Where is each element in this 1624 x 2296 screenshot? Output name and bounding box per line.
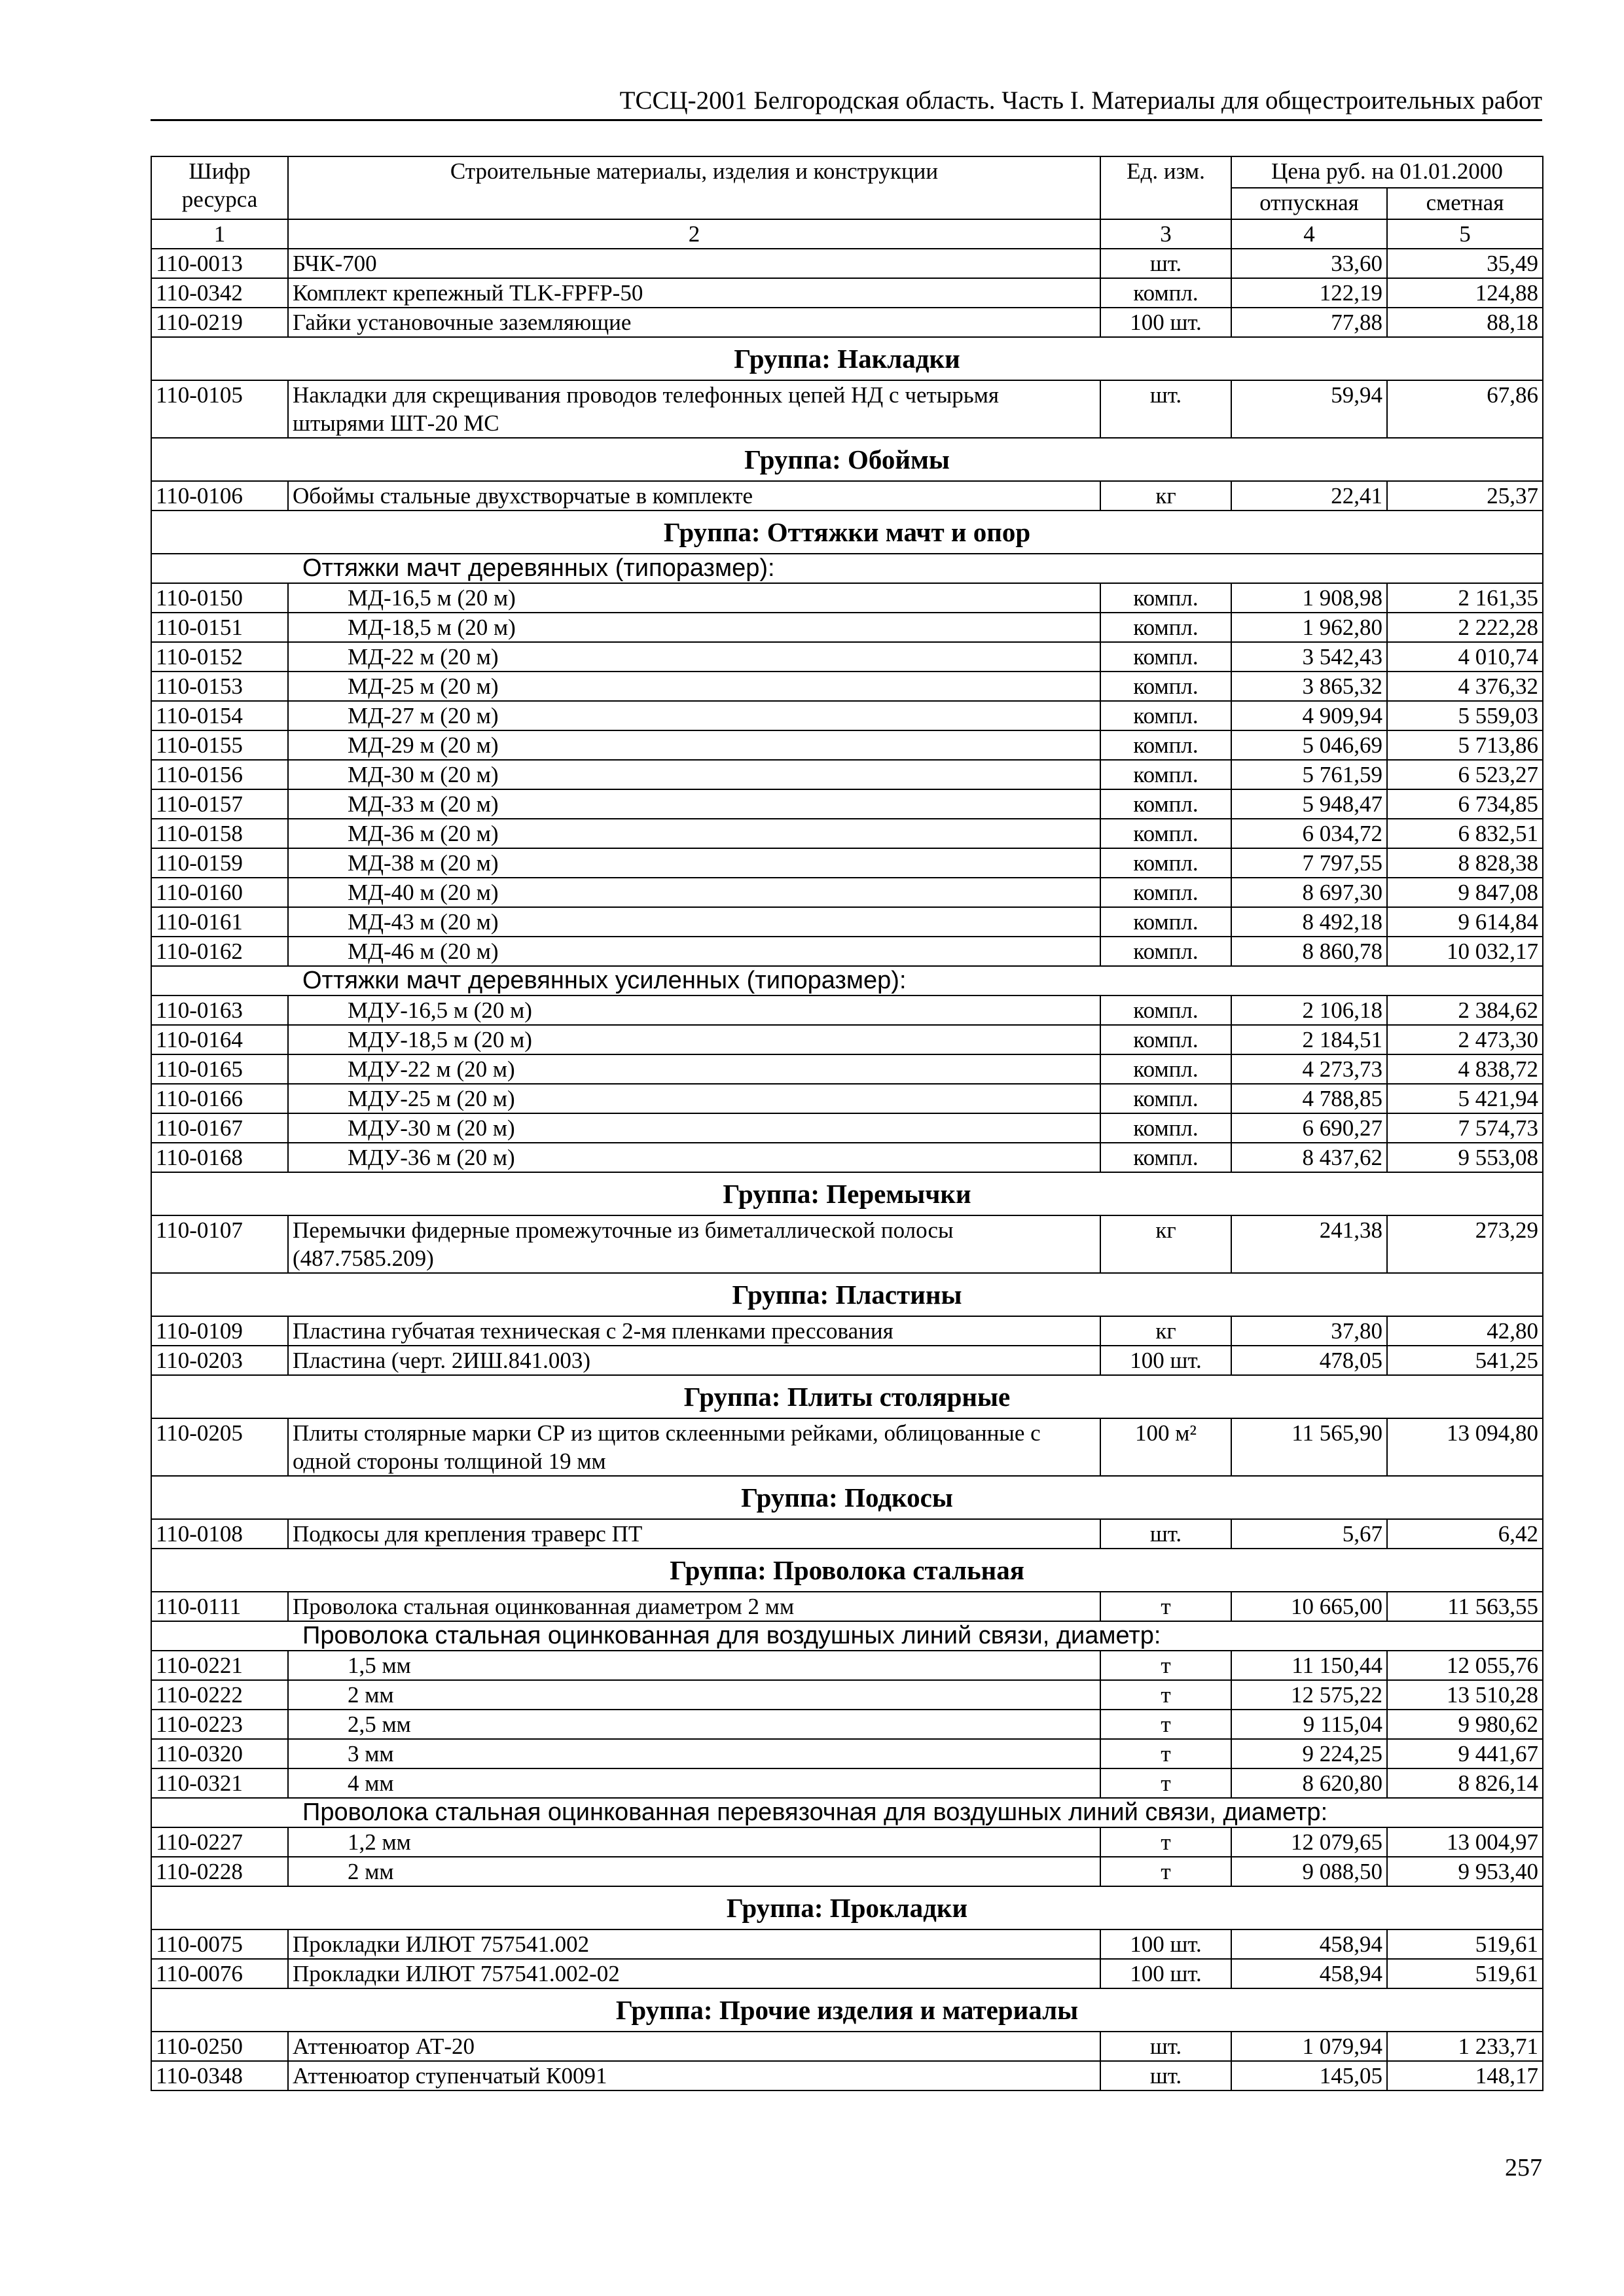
resource-code: 110-0160 xyxy=(151,878,288,907)
resource-code: 110-0165 xyxy=(151,1054,288,1084)
estimate-price: 273,29 xyxy=(1387,1215,1543,1273)
table-row xyxy=(151,907,1543,937)
table-row xyxy=(151,278,1543,308)
table-row xyxy=(151,878,1543,907)
table-row xyxy=(151,1739,1543,1768)
release-price: 8 620,80 xyxy=(1231,1768,1387,1798)
unit-of-measure: 100 шт. xyxy=(1100,1346,1231,1375)
table-row xyxy=(151,2061,1543,2090)
estimate-price: 5 421,94 xyxy=(1387,1084,1543,1113)
unit-of-measure: компл. xyxy=(1100,642,1231,672)
material-name: МД-33 м (20 м) xyxy=(288,789,1100,819)
estimate-price: 6 832,51 xyxy=(1387,819,1543,848)
estimate-price: 124,88 xyxy=(1387,278,1543,308)
table-row xyxy=(151,1316,1543,1346)
estimate-price: 8 828,38 xyxy=(1387,848,1543,878)
table-row xyxy=(151,1084,1543,1113)
table-row xyxy=(151,789,1543,819)
group-header-row xyxy=(151,1375,1543,1418)
subgroup-title: Проволока стальная оцинкованная для воздушных линий связи, диаметр: xyxy=(151,1621,1543,1651)
release-price: 5,67 xyxy=(1231,1519,1387,1549)
resource-code: 110-0013 xyxy=(151,249,288,278)
release-price: 1 962,80 xyxy=(1231,613,1387,642)
estimate-price: 88,18 xyxy=(1387,308,1543,337)
table-row xyxy=(151,672,1543,701)
table-row xyxy=(151,613,1543,642)
resource-code: 110-0161 xyxy=(151,907,288,937)
group-title: Группа: Пластины xyxy=(151,1273,1543,1316)
release-price: 9 224,25 xyxy=(1231,1739,1387,1768)
estimate-price: 148,17 xyxy=(1387,2061,1543,2090)
group-header-row xyxy=(151,1273,1543,1316)
unit-of-measure: компл. xyxy=(1100,907,1231,937)
table-row xyxy=(151,583,1543,613)
estimate-price: 42,80 xyxy=(1387,1316,1543,1346)
header-code: Шифр ресурса xyxy=(151,156,288,219)
material-name: МДУ-25 м (20 м) xyxy=(288,1084,1100,1113)
estimate-price: 12 055,76 xyxy=(1387,1651,1543,1680)
resource-code: 110-0159 xyxy=(151,848,288,878)
estimate-price: 9 847,08 xyxy=(1387,878,1543,907)
unit-of-measure: шт. xyxy=(1100,249,1231,278)
release-price: 4 273,73 xyxy=(1231,1054,1387,1084)
release-price: 11 565,90 xyxy=(1231,1418,1387,1476)
material-name: МД-36 м (20 м) xyxy=(288,819,1100,848)
estimate-price: 4 010,74 xyxy=(1387,642,1543,672)
group-title: Группа: Прочие изделия и материалы xyxy=(151,1988,1543,2032)
release-price: 9 115,04 xyxy=(1231,1710,1387,1739)
table-row xyxy=(151,937,1543,966)
resource-code: 110-0223 xyxy=(151,1710,288,1739)
unit-of-measure: 100 шт. xyxy=(1100,1929,1231,1959)
resource-code: 110-0321 xyxy=(151,1768,288,1798)
estimate-price: 9 980,62 xyxy=(1387,1710,1543,1739)
resource-code: 110-0111 xyxy=(151,1592,288,1621)
unit-of-measure: компл. xyxy=(1100,730,1231,760)
estimate-price: 2 161,35 xyxy=(1387,583,1543,613)
estimate-price: 4 838,72 xyxy=(1387,1054,1543,1084)
material-name: Перемычки фидерные промежуточные из биметаллической полосы (487.7585.209) xyxy=(288,1215,1100,1273)
estimate-price: 9 614,84 xyxy=(1387,907,1543,937)
material-name: МД-27 м (20 м) xyxy=(288,701,1100,730)
material-name: Подкосы для крепления траверс ПТ xyxy=(288,1519,1100,1549)
release-price: 1 079,94 xyxy=(1231,2032,1387,2061)
header-release-price: отпускная xyxy=(1231,188,1387,219)
unit-of-measure: кг xyxy=(1100,1215,1231,1273)
unit-of-measure: шт. xyxy=(1100,380,1231,438)
unit-of-measure: компл. xyxy=(1100,1113,1231,1143)
resource-code: 110-0166 xyxy=(151,1084,288,1113)
release-price: 3 542,43 xyxy=(1231,642,1387,672)
table-row xyxy=(151,1346,1543,1375)
release-price: 8 492,18 xyxy=(1231,907,1387,937)
table-row xyxy=(151,1768,1543,1798)
estimate-price: 1 233,71 xyxy=(1387,2032,1543,2061)
estimate-price: 2 384,62 xyxy=(1387,996,1543,1025)
unit-of-measure: компл. xyxy=(1100,760,1231,789)
resource-code: 110-0105 xyxy=(151,380,288,438)
estimate-price: 9 441,67 xyxy=(1387,1739,1543,1768)
release-price: 37,80 xyxy=(1231,1316,1387,1346)
group-title: Группа: Перемычки xyxy=(151,1172,1543,1215)
table-row xyxy=(151,2032,1543,2061)
estimate-price: 519,61 xyxy=(1387,1929,1543,1959)
material-name: 2 мм xyxy=(288,1857,1100,1886)
unit-of-measure: компл. xyxy=(1100,1054,1231,1084)
subgroup-title: Оттяжки мачт деревянных усиленных (типоразмер): xyxy=(151,966,1543,996)
resource-code: 110-0152 xyxy=(151,642,288,672)
resource-code: 110-0222 xyxy=(151,1680,288,1710)
material-name: МД-22 м (20 м) xyxy=(288,642,1100,672)
subgroup-row xyxy=(151,1621,1543,1651)
release-price: 59,94 xyxy=(1231,380,1387,438)
group-title: Группа: Накладки xyxy=(151,337,1543,380)
release-price: 458,94 xyxy=(1231,1959,1387,1988)
material-name: Плиты столярные марки СР из щитов склеенными рейками, облицованные с одной стороны толщиной 19 мм xyxy=(288,1418,1100,1476)
release-price: 5 761,59 xyxy=(1231,760,1387,789)
release-price: 12 575,22 xyxy=(1231,1680,1387,1710)
unit-of-measure: шт. xyxy=(1100,2061,1231,2090)
material-name: 4 мм xyxy=(288,1768,1100,1798)
unit-of-measure: кг xyxy=(1100,481,1231,511)
resource-code: 110-0150 xyxy=(151,583,288,613)
material-name: Аттенюатор ступенчатый К0091 xyxy=(288,2061,1100,2090)
unit-of-measure: компл. xyxy=(1100,613,1231,642)
release-price: 5 046,69 xyxy=(1231,730,1387,760)
subgroup-title: Проволока стальная оцинкованная перевязочная для воздушных линий связи, диаметр: xyxy=(151,1798,1543,1827)
group-header-row xyxy=(151,438,1543,481)
column-number: 1 xyxy=(151,219,288,249)
material-name: МД-25 м (20 м) xyxy=(288,672,1100,701)
subgroup-row xyxy=(151,554,1543,583)
column-number: 3 xyxy=(1100,219,1231,249)
estimate-price: 7 574,73 xyxy=(1387,1113,1543,1143)
material-name: 1,2 мм xyxy=(288,1827,1100,1857)
resource-code: 110-0203 xyxy=(151,1346,288,1375)
material-name: 2,5 мм xyxy=(288,1710,1100,1739)
table-row xyxy=(151,848,1543,878)
estimate-price: 4 376,32 xyxy=(1387,672,1543,701)
unit-of-measure: шт. xyxy=(1100,2032,1231,2061)
material-name: МД-38 м (20 м) xyxy=(288,848,1100,878)
material-name: Пластина губчатая техническая с 2-мя пленками прессования xyxy=(288,1316,1100,1346)
group-header-row xyxy=(151,511,1543,554)
table-row xyxy=(151,1959,1543,1988)
unit-of-measure: т xyxy=(1100,1827,1231,1857)
table-row xyxy=(151,1929,1543,1959)
resource-code: 110-0167 xyxy=(151,1113,288,1143)
column-number: 2 xyxy=(288,219,1100,249)
estimate-price: 6,42 xyxy=(1387,1519,1543,1549)
resource-code: 110-0153 xyxy=(151,672,288,701)
material-name: МД-40 м (20 м) xyxy=(288,878,1100,907)
material-name: Комплект крепежный TLK-FPFP-50 xyxy=(288,278,1100,308)
material-name: 3 мм xyxy=(288,1739,1100,1768)
table-row xyxy=(151,481,1543,511)
resource-code: 110-0075 xyxy=(151,1929,288,1959)
resource-code: 110-0108 xyxy=(151,1519,288,1549)
table-body xyxy=(151,249,1543,2090)
group-title: Группа: Оттяжки мачт и опор xyxy=(151,511,1543,554)
material-name: Обоймы стальные двухстворчатые в комплекте xyxy=(288,481,1100,511)
subgroup-row xyxy=(151,966,1543,996)
release-price: 77,88 xyxy=(1231,308,1387,337)
unit-of-measure: шт. xyxy=(1100,1519,1231,1549)
table-row xyxy=(151,760,1543,789)
release-price: 9 088,50 xyxy=(1231,1857,1387,1886)
estimate-price: 519,61 xyxy=(1387,1959,1543,1988)
unit-of-measure: т xyxy=(1100,1680,1231,1710)
header-price: Цена руб. на 01.01.2000 xyxy=(1231,156,1543,188)
table-row xyxy=(151,1827,1543,1857)
release-price: 145,05 xyxy=(1231,2061,1387,2090)
resource-code: 110-0221 xyxy=(151,1651,288,1680)
release-price: 11 150,44 xyxy=(1231,1651,1387,1680)
table-row xyxy=(151,1054,1543,1084)
material-name: МД-29 м (20 м) xyxy=(288,730,1100,760)
resource-code: 110-0164 xyxy=(151,1025,288,1054)
unit-of-measure: компл. xyxy=(1100,937,1231,966)
unit-of-measure: компл. xyxy=(1100,789,1231,819)
material-name: 2 мм xyxy=(288,1680,1100,1710)
material-name: Аттенюатор АТ-20 xyxy=(288,2032,1100,2061)
material-name: МД-18,5 м (20 м) xyxy=(288,613,1100,642)
table-row xyxy=(151,1519,1543,1549)
unit-of-measure: компл. xyxy=(1100,1143,1231,1172)
estimate-price: 13 004,97 xyxy=(1387,1827,1543,1857)
estimate-price: 11 563,55 xyxy=(1387,1592,1543,1621)
material-name: МД-43 м (20 м) xyxy=(288,907,1100,937)
table-row xyxy=(151,1651,1543,1680)
unit-of-measure: 100 м² xyxy=(1100,1418,1231,1476)
page-number: 257 xyxy=(1505,2154,1542,2181)
table-row xyxy=(151,1857,1543,1886)
subgroup-title: Оттяжки мачт деревянных (типоразмер): xyxy=(151,554,1543,583)
resource-code: 110-0163 xyxy=(151,996,288,1025)
unit-of-measure: 100 шт. xyxy=(1100,308,1231,337)
unit-of-measure: компл. xyxy=(1100,278,1231,308)
table-row xyxy=(151,819,1543,848)
estimate-price: 5 559,03 xyxy=(1387,701,1543,730)
resource-code: 110-0219 xyxy=(151,308,288,337)
table-row xyxy=(151,249,1543,278)
resource-code: 110-0342 xyxy=(151,278,288,308)
release-price: 241,38 xyxy=(1231,1215,1387,1273)
group-title: Группа: Проволока стальная xyxy=(151,1549,1543,1592)
unit-of-measure: компл. xyxy=(1100,1084,1231,1113)
material-name: МДУ-30 м (20 м) xyxy=(288,1113,1100,1143)
unit-of-measure: т xyxy=(1100,1857,1231,1886)
material-name: МД-30 м (20 м) xyxy=(288,760,1100,789)
table-row xyxy=(151,308,1543,337)
material-name: Прокладки ИЛЮТ 757541.002-02 xyxy=(288,1959,1100,1988)
material-name: Гайки установочные заземляющие xyxy=(288,308,1100,337)
release-price: 1 908,98 xyxy=(1231,583,1387,613)
material-name: МД-46 м (20 м) xyxy=(288,937,1100,966)
release-price: 478,05 xyxy=(1231,1346,1387,1375)
resource-code: 110-0250 xyxy=(151,2032,288,2061)
unit-of-measure: компл. xyxy=(1100,848,1231,878)
group-header-row xyxy=(151,337,1543,380)
table-row xyxy=(151,1215,1543,1273)
material-name: Пластина (черт. 2ИШ.841.003) xyxy=(288,1346,1100,1375)
group-header-row xyxy=(151,1886,1543,1929)
unit-of-measure: компл. xyxy=(1100,583,1231,613)
unit-of-measure: т xyxy=(1100,1651,1231,1680)
release-price: 7 797,55 xyxy=(1231,848,1387,878)
material-name: Прокладки ИЛЮТ 757541.002 xyxy=(288,1929,1100,1959)
group-header-row xyxy=(151,1172,1543,1215)
table-row xyxy=(151,1418,1543,1476)
resource-code: 110-0107 xyxy=(151,1215,288,1273)
header-estimate-price: сметная xyxy=(1387,188,1543,219)
resource-code: 110-0157 xyxy=(151,789,288,819)
table-row xyxy=(151,730,1543,760)
material-name: МД-16,5 м (20 м) xyxy=(288,583,1100,613)
release-price: 6 690,27 xyxy=(1231,1113,1387,1143)
group-title: Группа: Плиты столярные xyxy=(151,1375,1543,1418)
resource-code: 110-0155 xyxy=(151,730,288,760)
table-row xyxy=(151,642,1543,672)
unit-of-measure: компл. xyxy=(1100,701,1231,730)
group-title: Группа: Прокладки xyxy=(151,1886,1543,1929)
group-title: Группа: Подкосы xyxy=(151,1476,1543,1519)
estimate-price: 25,37 xyxy=(1387,481,1543,511)
page-header: ТССЦ-2001 Белгородская область. Часть I. Материалы для общестроительных работ xyxy=(151,85,1542,121)
release-price: 4 909,94 xyxy=(1231,701,1387,730)
group-header-row xyxy=(151,1988,1543,2032)
estimate-price: 541,25 xyxy=(1387,1346,1543,1375)
subgroup-row xyxy=(151,1798,1543,1827)
group-header-row xyxy=(151,1476,1543,1519)
table-row xyxy=(151,1680,1543,1710)
table-row xyxy=(151,380,1543,438)
estimate-price: 10 032,17 xyxy=(1387,937,1543,966)
table-row xyxy=(151,996,1543,1025)
release-price: 2 106,18 xyxy=(1231,996,1387,1025)
material-name: БЧК-700 xyxy=(288,249,1100,278)
estimate-price: 9 953,40 xyxy=(1387,1857,1543,1886)
release-price: 10 665,00 xyxy=(1231,1592,1387,1621)
material-name: 1,5 мм xyxy=(288,1651,1100,1680)
estimate-price: 6 523,27 xyxy=(1387,760,1543,789)
release-price: 33,60 xyxy=(1231,249,1387,278)
table-row xyxy=(151,1592,1543,1621)
header-name: Строительные материалы, изделия и конструкции xyxy=(288,156,1100,219)
estimate-price: 2 473,30 xyxy=(1387,1025,1543,1054)
release-price: 5 948,47 xyxy=(1231,789,1387,819)
material-name: Проволока стальная оцинкованная диаметром 2 мм xyxy=(288,1592,1100,1621)
table-row xyxy=(151,1113,1543,1143)
material-name: МДУ-16,5 м (20 м) xyxy=(288,996,1100,1025)
material-name: МДУ-36 м (20 м) xyxy=(288,1143,1100,1172)
table-row xyxy=(151,1143,1543,1172)
unit-of-measure: компл. xyxy=(1100,878,1231,907)
estimate-price: 2 222,28 xyxy=(1387,613,1543,642)
estimate-price: 35,49 xyxy=(1387,249,1543,278)
release-price: 8 860,78 xyxy=(1231,937,1387,966)
release-price: 8 697,30 xyxy=(1231,878,1387,907)
estimate-price: 8 826,14 xyxy=(1387,1768,1543,1798)
header-unit: Ед. изм. xyxy=(1100,156,1231,219)
resource-code: 110-0154 xyxy=(151,701,288,730)
price-table xyxy=(151,156,1543,2091)
table-row xyxy=(151,1710,1543,1739)
table-row xyxy=(151,701,1543,730)
material-name: МДУ-22 м (20 м) xyxy=(288,1054,1100,1084)
release-price: 122,19 xyxy=(1231,278,1387,308)
release-price: 3 865,32 xyxy=(1231,672,1387,701)
resource-code: 110-0076 xyxy=(151,1959,288,1988)
resource-code: 110-0156 xyxy=(151,760,288,789)
estimate-price: 9 553,08 xyxy=(1387,1143,1543,1172)
estimate-price: 6 734,85 xyxy=(1387,789,1543,819)
release-price: 2 184,51 xyxy=(1231,1025,1387,1054)
resource-code: 110-0168 xyxy=(151,1143,288,1172)
release-price: 8 437,62 xyxy=(1231,1143,1387,1172)
unit-of-measure: компл. xyxy=(1100,996,1231,1025)
release-price: 6 034,72 xyxy=(1231,819,1387,848)
unit-of-measure: компл. xyxy=(1100,672,1231,701)
resource-code: 110-0106 xyxy=(151,481,288,511)
resource-code: 110-0227 xyxy=(151,1827,288,1857)
release-price: 12 079,65 xyxy=(1231,1827,1387,1857)
resource-code: 110-0158 xyxy=(151,819,288,848)
resource-code: 110-0151 xyxy=(151,613,288,642)
column-number: 4 xyxy=(1231,219,1387,249)
resource-code: 110-0348 xyxy=(151,2061,288,2090)
estimate-price: 13 094,80 xyxy=(1387,1418,1543,1476)
release-price: 458,94 xyxy=(1231,1929,1387,1959)
unit-of-measure: т xyxy=(1100,1739,1231,1768)
resource-code: 110-0228 xyxy=(151,1857,288,1886)
group-title: Группа: Обоймы xyxy=(151,438,1543,481)
release-price: 22,41 xyxy=(1231,481,1387,511)
estimate-price: 13 510,28 xyxy=(1387,1680,1543,1710)
unit-of-measure: т xyxy=(1100,1592,1231,1621)
unit-of-measure: компл. xyxy=(1100,819,1231,848)
resource-code: 110-0162 xyxy=(151,937,288,966)
column-number: 5 xyxy=(1387,219,1543,249)
material-name: Накладки для скрещивания проводов телефонных цепей НД с четырьмя штырями ШТ-20 МС xyxy=(288,380,1100,438)
table-row xyxy=(151,1025,1543,1054)
unit-of-measure: т xyxy=(1100,1768,1231,1798)
resource-code: 110-0109 xyxy=(151,1316,288,1346)
unit-of-measure: кг xyxy=(1100,1316,1231,1346)
unit-of-measure: 100 шт. xyxy=(1100,1959,1231,1988)
estimate-price: 67,86 xyxy=(1387,380,1543,438)
column-number-row xyxy=(151,219,1543,249)
unit-of-measure: компл. xyxy=(1100,1025,1231,1054)
release-price: 4 788,85 xyxy=(1231,1084,1387,1113)
group-header-row xyxy=(151,1549,1543,1592)
estimate-price: 5 713,86 xyxy=(1387,730,1543,760)
resource-code: 110-0320 xyxy=(151,1739,288,1768)
resource-code: 110-0205 xyxy=(151,1418,288,1476)
material-name: МДУ-18,5 м (20 м) xyxy=(288,1025,1100,1054)
unit-of-measure: т xyxy=(1100,1710,1231,1739)
